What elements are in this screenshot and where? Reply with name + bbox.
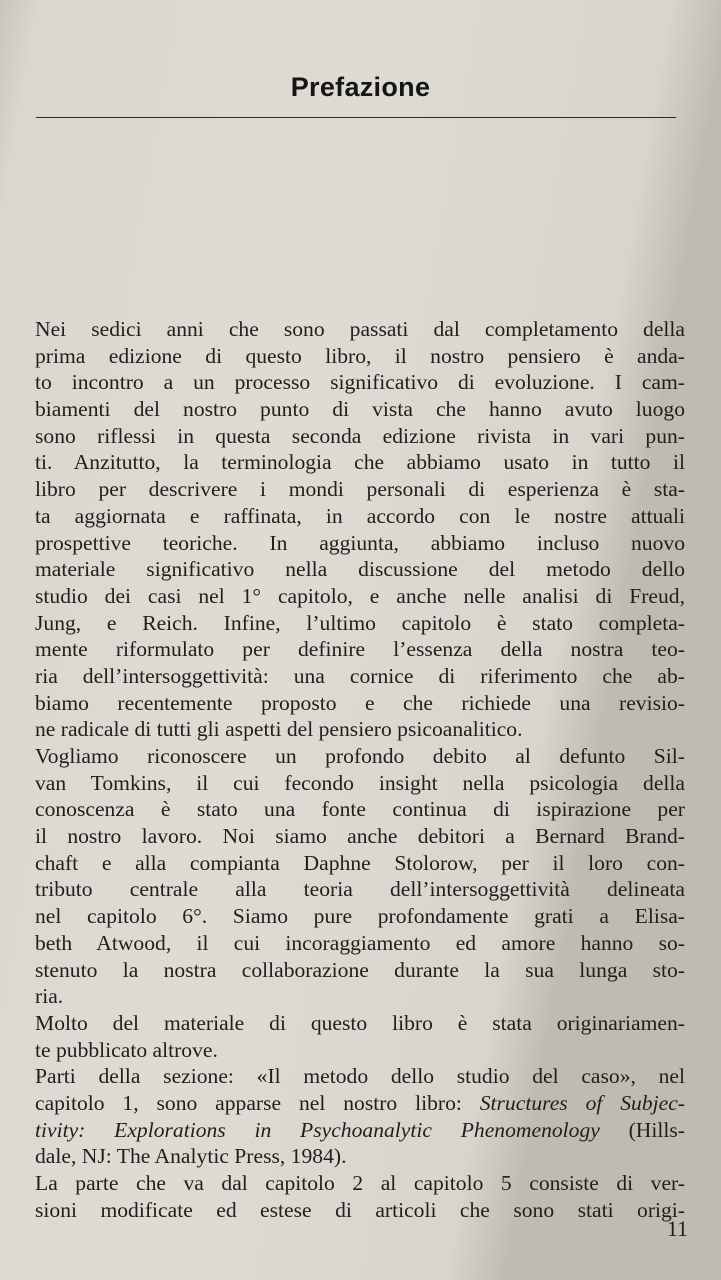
- text-line: La parte che va dal capitolo 2 al capitolo 5 consiste di ver-: [35, 1171, 685, 1195]
- text-line: dale, NJ: The Analytic Press, 1984).: [35, 1144, 347, 1169]
- book-title-italic: tivity: Explorations in Psychoanalytic Phenomenology: [35, 1117, 600, 1142]
- text-line: Nei sedici anni che sono passati dal completamento della: [35, 317, 685, 341]
- text-line: ria dell’intersoggettività: una cornice di riferimento che ab-: [35, 663, 685, 688]
- text-line: il nostro lavoro. Noi siamo anche debitori a Bernard Brand-: [35, 824, 685, 849]
- text-line: nel capitolo 6°. Siamo pure profondamente grati a Elisa-: [35, 904, 685, 929]
- text-line: sono riflessi in questa seconda edizione rivista in vari pun-: [35, 423, 685, 448]
- text-line: [35, 1090, 685, 1117]
- text-line: tributo centrale alla teoria dell’intersoggettività delineata: [35, 877, 685, 902]
- text-line: to incontro a un processo significativo di evoluzione. I cam-: [35, 370, 685, 395]
- text-line: ria.: [35, 984, 64, 1009]
- page-title: Prefazione: [290, 72, 431, 102]
- text-line: biamo recentemente proposto e che richiede una revisio-: [35, 690, 685, 715]
- text-line: te pubblicato altrove.: [35, 1037, 218, 1062]
- text-line: van Tomkins, il cui fecondo insight nella psicologia della: [35, 770, 685, 795]
- text-line: Parti della sezione: «Il metodo dello studio del caso», nel: [35, 1064, 685, 1089]
- text-line: chaft e alla compianta Daphne Stolorow, per il loro con-: [35, 850, 685, 875]
- text-line: Jung, e Reich. Infine, l’ultimo capitolo è stato completa-: [35, 610, 685, 635]
- text-segment: (Hills-: [599, 1117, 685, 1142]
- text-line: Vogliamo riconoscere un profondo debito al defunto Sil-: [35, 744, 685, 768]
- text-line: conoscenza è stato una fonte continua di ispirazione per: [35, 797, 685, 822]
- text-line: mente riformulato per definire l’essenza della nostra teo-: [35, 637, 685, 662]
- book-title-italic: Structures of Subjec-: [479, 1090, 685, 1115]
- page-number: 11: [666, 1216, 688, 1241]
- text-line: beth Atwood, il cui incoraggiamento ed amore hanno so-: [35, 930, 685, 955]
- text-line: stenuto la nostra collaborazione durante la sua lunga sto-: [35, 957, 685, 982]
- text-line: Molto del materiale di questo libro è stata originariamen-: [35, 1010, 685, 1035]
- text-line: studio dei casi nel 1° capitolo, e anche nelle analisi di Freud,: [35, 583, 685, 608]
- text-line: biamenti del nostro punto di vista che hanno avuto luogo: [35, 397, 685, 422]
- text-line: [35, 1117, 685, 1144]
- text-line: prospettive teoriche. In aggiunta, abbiamo incluso nuovo: [35, 530, 685, 555]
- text-line: materiale significativo nella discussione del metodo dello: [35, 557, 685, 582]
- text-line: ta aggiornata e raffinata, in accordo con le nostre attuali: [35, 503, 685, 528]
- text-segment: capitolo 1, sono apparse nel nostro libro:: [35, 1090, 480, 1115]
- title-rule: [36, 117, 676, 118]
- text-line: sioni modificate ed estese di articoli che sono stati origi-: [35, 1197, 685, 1222]
- text-line: prima edizione di questo libro, il nostro pensiero è anda-: [35, 343, 685, 368]
- text-line: libro per descrivere i mondi personali di esperienza è sta-: [35, 477, 685, 502]
- preface-body: [35, 316, 685, 1223]
- text-line: ne radicale di tutti gli aspetti del pensiero psicoanalitico.: [35, 717, 523, 742]
- text-line: ti. Anzitutto, la terminologia che abbiamo usato in tutto il: [35, 450, 685, 475]
